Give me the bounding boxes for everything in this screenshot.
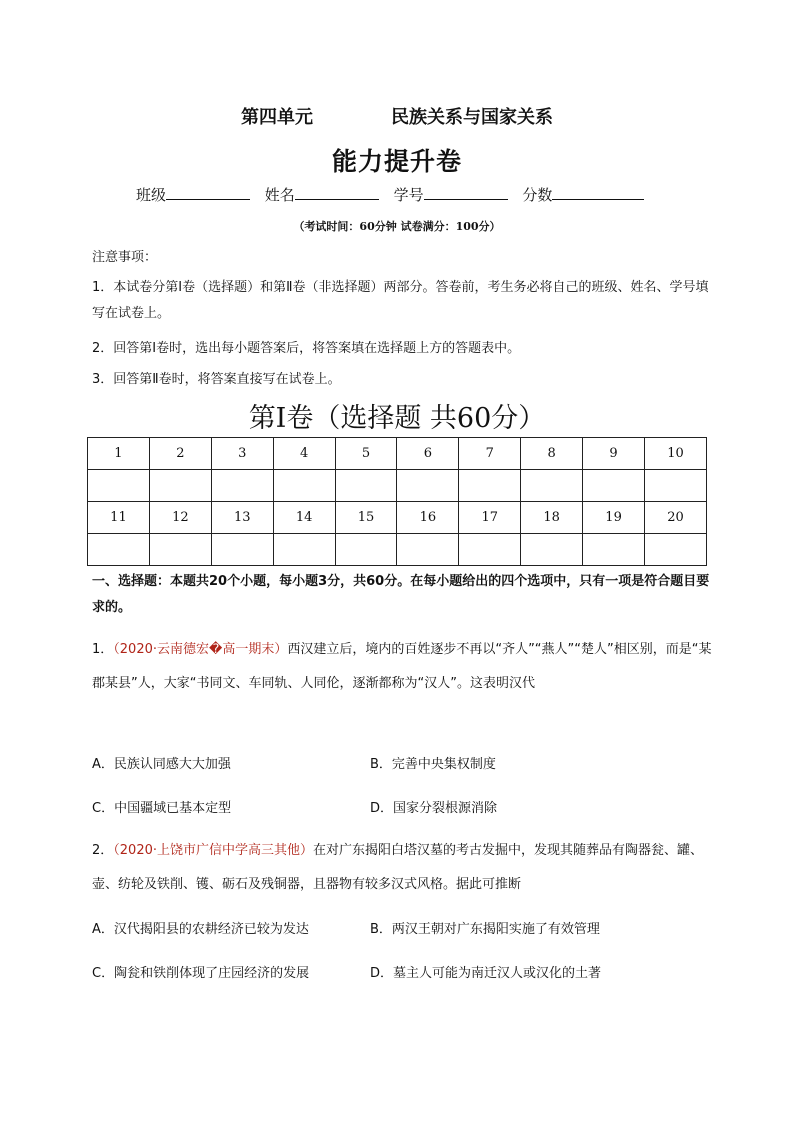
option-a[interactable]: A．民族认同感大大加强 [92,757,231,772]
field-label-score: 分数 [522,186,553,204]
answer-cell[interactable] [273,470,335,502]
note-item-1: 1．本试卷分第Ⅰ卷（选择题）和第Ⅱ卷（非选择题）两部分。答卷前，考生务必将自己的班级、姓名、学号填写在试卷上。 [92,280,709,321]
page-title: 能力提升卷 [331,147,462,176]
field-blank-name[interactable] [295,185,379,200]
option-b[interactable]: B．两汉王朝对广东揭阳实施了有效管理 [370,922,600,937]
question-number-cell: 1 [88,438,150,470]
question-number: 2． [92,843,114,858]
answer-cell[interactable] [583,470,645,502]
answer-cell[interactable] [645,470,707,502]
question-number-cell: 4 [273,438,335,470]
field-blank-id[interactable] [424,185,508,200]
field-label-name: 姓名 [264,186,295,204]
table-row [88,438,707,470]
question-number-cell: 19 [583,502,645,534]
answer-cell[interactable] [521,470,583,502]
notes-heading: 注意事项： [92,250,158,265]
option-c[interactable]: C．中国疆域已基本定型 [92,801,232,816]
question-number-cell: 14 [273,502,335,534]
question-2 [92,834,712,902]
answer-cell[interactable] [397,534,459,566]
question-number-cell: 9 [583,438,645,470]
answer-cell[interactable] [149,534,211,566]
question-1 [92,633,712,701]
question-number-cell: 10 [645,438,707,470]
field-blank-score[interactable] [552,185,644,200]
question-source: （2020·云南德宏�高一期末） [113,642,288,657]
question-number-cell: 13 [211,502,273,534]
question-source: （2020·上饶市广信中学高三其他） [113,843,313,858]
question-number-cell: 15 [335,502,397,534]
table-row [88,470,707,502]
section-title: 第Ⅰ卷（选择题 共60分） [248,403,546,434]
question-number-cell: 20 [645,502,707,534]
question-number-cell: 7 [459,438,521,470]
question-number-cell: 2 [149,438,211,470]
option-a[interactable]: A．汉代揭阳县的农耕经济已较为发达 [92,922,309,937]
option-c[interactable]: C．陶瓮和铁削体现了庄园经济的发展 [92,966,310,981]
table-row [88,502,707,534]
exam-info: （考试时间：60分钟 试卷满分：100分） [293,220,501,233]
section-instruction: 一、选择题：本题共20个小题，每小题3分，共60分。在每小题给出的四个选项中，只有一项是符合题目要求的。 [92,574,710,615]
question-number-cell: 8 [521,438,583,470]
question-number: 1． [92,642,114,657]
question-number-cell: 17 [459,502,521,534]
answer-cell[interactable] [211,470,273,502]
answer-cell[interactable] [273,534,335,566]
answer-cell[interactable] [149,470,211,502]
question-number-cell: 11 [88,502,150,534]
answer-cell[interactable] [645,534,707,566]
answer-cell[interactable] [459,470,521,502]
question-stem: 在对广东揭阳白塔汉墓的考古发掘中，发现其随葬品有陶器瓮、罐、壶、纺轮及铁削、镬、砺石及残铜器，且器物有较多汉式风格。据此可推断 [92,843,704,892]
answer-table [87,437,707,566]
unit-topic: 民族关系与国家关系 [391,107,553,128]
field-label-class: 班级 [136,186,167,204]
answer-cell[interactable] [88,534,150,566]
note-item-3: 3．回答第Ⅱ卷时，将答案直接写在试卷上。 [92,372,341,387]
question-number-cell: 16 [397,502,459,534]
question-number-cell: 18 [521,502,583,534]
student-fields [136,184,644,205]
field-blank-class[interactable] [166,185,250,200]
answer-cell[interactable] [211,534,273,566]
note-item-2: 2．回答第Ⅰ卷时，选出每小题答案后，将答案填在选择题上方的答题表中。 [92,341,521,356]
field-label-id: 学号 [393,186,424,204]
answer-cell[interactable] [397,470,459,502]
answer-cell[interactable] [459,534,521,566]
question-number-cell: 5 [335,438,397,470]
option-d[interactable]: D．国家分裂根源消除 [370,801,498,816]
question-stem: 西汉建立后，境内的百姓逐步不再以“齐人”“燕人”“楚人”相区别，而是“某郡某县”人，大家“书同文、车同轨、人同伦，逐渐都称为“汉人”。这表明汉代 [92,642,712,691]
question-number-cell: 12 [149,502,211,534]
table-row [88,534,707,566]
answer-cell[interactable] [583,534,645,566]
option-b[interactable]: B．完善中央集权制度 [370,757,496,772]
option-d[interactable]: D．墓主人可能为南迁汉人或汉化的土著 [370,966,602,981]
question-number-cell: 6 [397,438,459,470]
unit-label: 第四单元 [241,107,313,128]
unit-title [0,103,794,129]
answer-cell[interactable] [88,470,150,502]
answer-cell[interactable] [521,534,583,566]
answer-cell[interactable] [335,534,397,566]
question-number-cell: 3 [211,438,273,470]
answer-cell[interactable] [335,470,397,502]
